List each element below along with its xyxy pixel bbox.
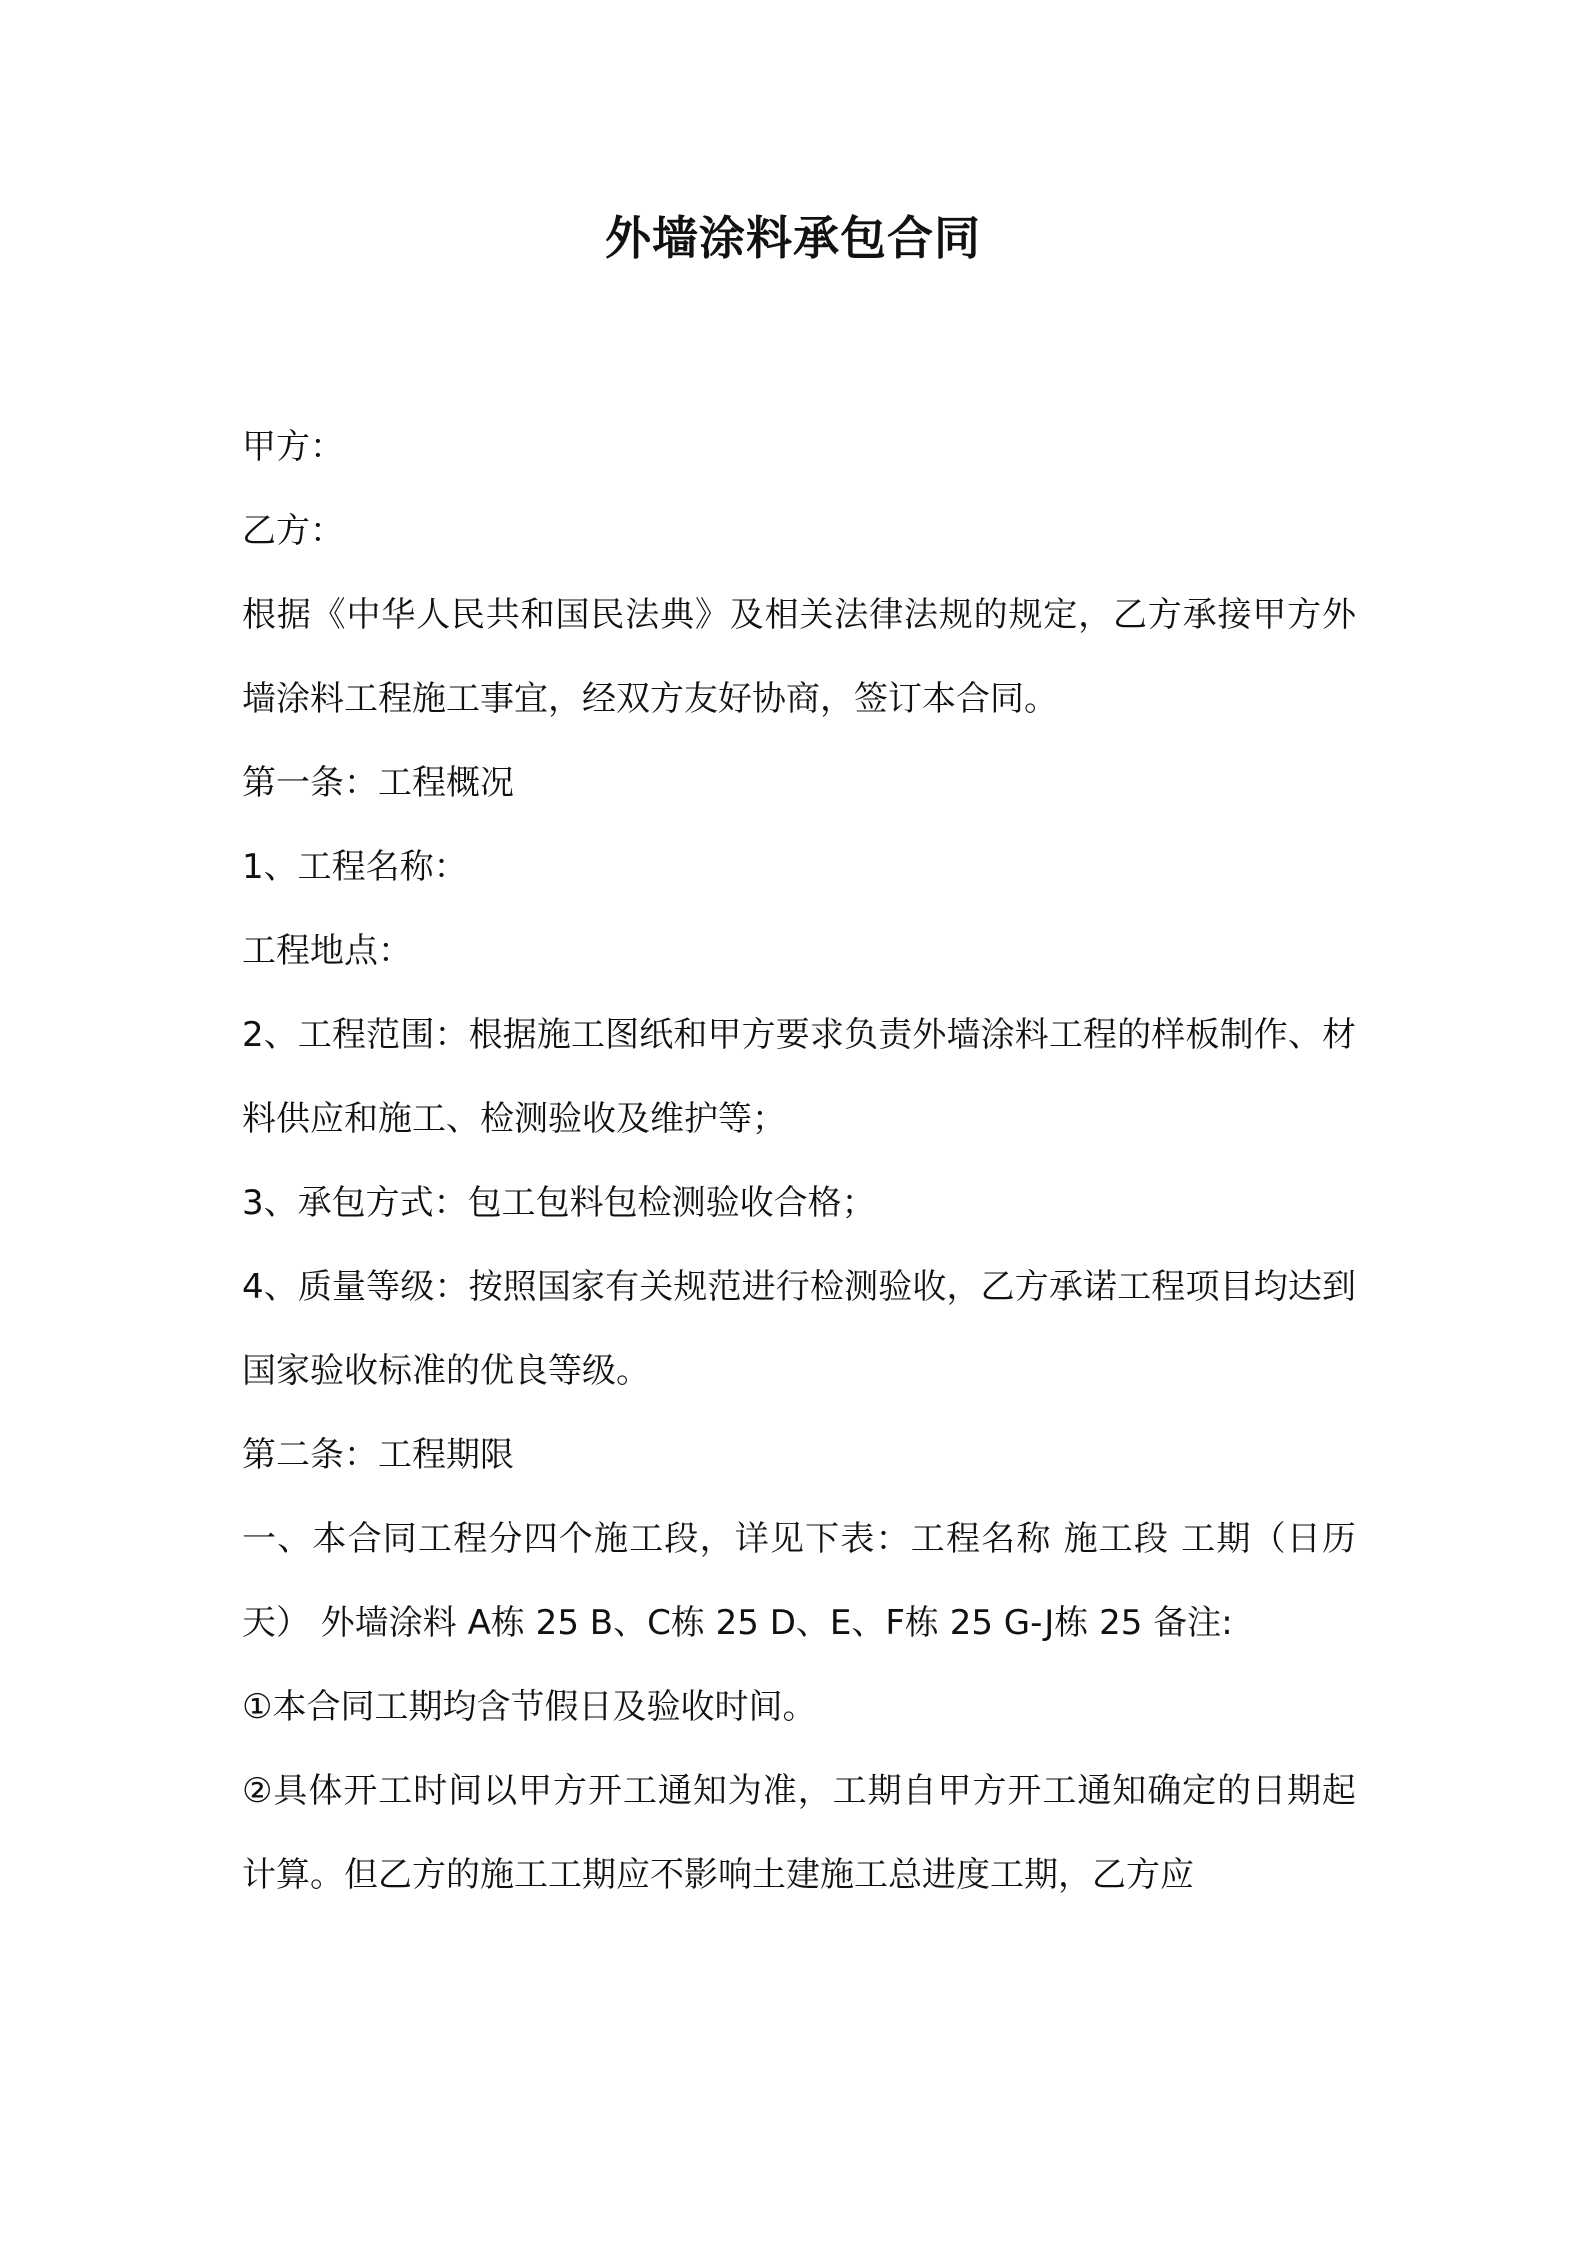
document-body xyxy=(242,405,1356,1917)
contract-method-line: 3、承包方式：包工包料包检测验收合格； xyxy=(242,1183,876,1223)
project-location-line: 工程地点： xyxy=(242,931,412,971)
quality-grade-paragraph: 4、质量等级：按照国家有关规范进行检测验收，乙方承诺工程项目均达到国家验收标准的优良等级。 xyxy=(242,1267,1356,1391)
project-scope-paragraph: 2、工程范围：根据施工图纸和甲方要求负责外墙涂料工程的样板制作、材料供应和施工、检测验收及维护等； xyxy=(242,1015,1356,1139)
article-1-heading: 第一条：工程概况 xyxy=(242,763,514,803)
preamble-paragraph: 根据《中华人民共和国民法典》及相关法律法规的规定，乙方承接甲方外墙涂料工程施工事宜，经双方友好协商，签订本合同。 xyxy=(242,595,1356,719)
project-name-line: 1、工程名称： xyxy=(242,847,468,887)
party-a-line: 甲方： xyxy=(242,427,344,467)
article-2-heading: 第二条：工程期限 xyxy=(242,1435,514,1475)
schedule-sections-paragraph: 一、本合同工程分四个施工段，详见下表：工程名称 施工段 工期（日历天） 外墙涂料 A栋 25 B、C栋 25 D、E、F栋 25 G-J栋 25 备注: xyxy=(242,1519,1356,1643)
note-1-paragraph: ①本合同工期均含节假日及验收时间。 xyxy=(242,1687,817,1727)
note-2-paragraph: ②具体开工时间以甲方开工通知为准，工期自甲方开工通知确定的日期起计算。但乙方的施工工期应不影响土建施工总进度工期，乙方应 xyxy=(242,1771,1356,1895)
party-b-line: 乙方： xyxy=(242,511,344,551)
document-title: 外墙涂料承包合同 xyxy=(605,211,981,265)
